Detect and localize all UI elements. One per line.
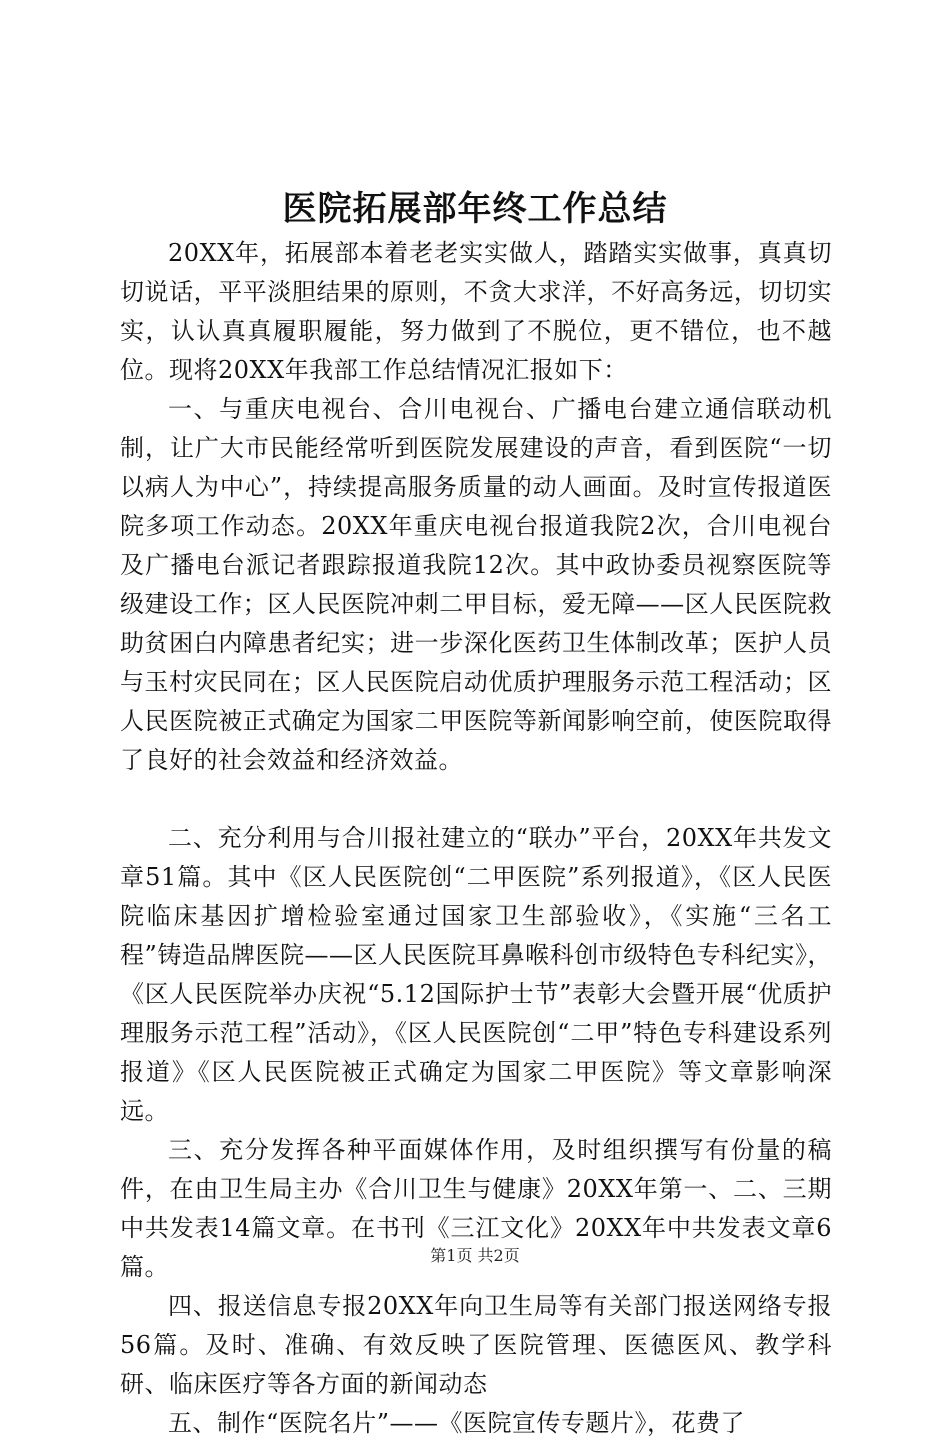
- paragraph-section-3: 三、充分发挥各种平面媒体作用，及时组织撰写有份量的稿件，在由卫生局主办《合川卫生与健康》20XX年第一、二、三期中共发表14篇文章。在书刊《三江文化》20XX年中共发表文章6篇。: [120, 1136, 832, 1281]
- paragraph-section-2: 二、充分利用与合川报社建立的“联办”平台，20XX年共发文章51篇。其中《区人民医院创“二甲医院”系列报道》，《区人民医院临床基因扩增检验室通过国家卫生部验收》，《实施“三名工程”铸造品牌医院——区人民医院耳鼻喉科创市级特色专科纪实》，《区人民医院举办庆祝“5.12国际护士节”表彰大会暨开展“优质护理服务示范工程”活动》，《区人民医院创“二甲”特色专科建设系列报道》《区人民医院被正式确定为国家二甲医院》等文章影响深远。: [120, 824, 832, 1125]
- paragraph-section-1: 一、与重庆电视台、合川电视台、广播电台建立通信联动机制，让广大市民能经常听到医院发展建设的声音，看到医院“一切以病人为中心”，持续提高服务质量的动人画面。及时宣传报道医院多项工作动态。20XX年重庆电视台报道我院2次，合川电视台及广播电台派记者跟踪报道我院12次。其中政协委员视察医院等级建设工作；区人民医院冲刺二甲目标，爱无障——区人民医院救助贫困白内障患者纪实；进一步深化医药卫生体制改革；医护人员与玉村灾民同在；区人民医院启动优质护理服务示范工程活动；区人民医院被正式确定为国家二甲医院等新闻影响空前，使医院取得了良好的社会效益和经济效益。: [120, 395, 832, 774]
- page-number-footer: 第1页 共2页: [430, 1246, 520, 1265]
- document-title: 医院拓展部年终工作总结: [282, 189, 668, 229]
- paragraph-section-5: 五、制作“医院名片”——《医院宣传专题片》，花费了: [168, 1409, 746, 1437]
- paragraph-section-4: 四、报送信息专报20XX年向卫生局等有关部门报送网络专报56篇。及时、准确、有效反映了医院管理、医德医风、教学科研、临床医疗等各方面的新闻动态: [120, 1292, 832, 1398]
- paragraph-intro: 20XX年，拓展部本着老老实实做人，踏踏实实做事，真真切切说话，平平淡胆结果的原则，不贪大求洋，不好高务远，切切实实，认认真真履职履能，努力做到了不脱位，更不错位，也不越位。现将20XX年我部工作总结情况汇报如下：: [120, 239, 832, 384]
